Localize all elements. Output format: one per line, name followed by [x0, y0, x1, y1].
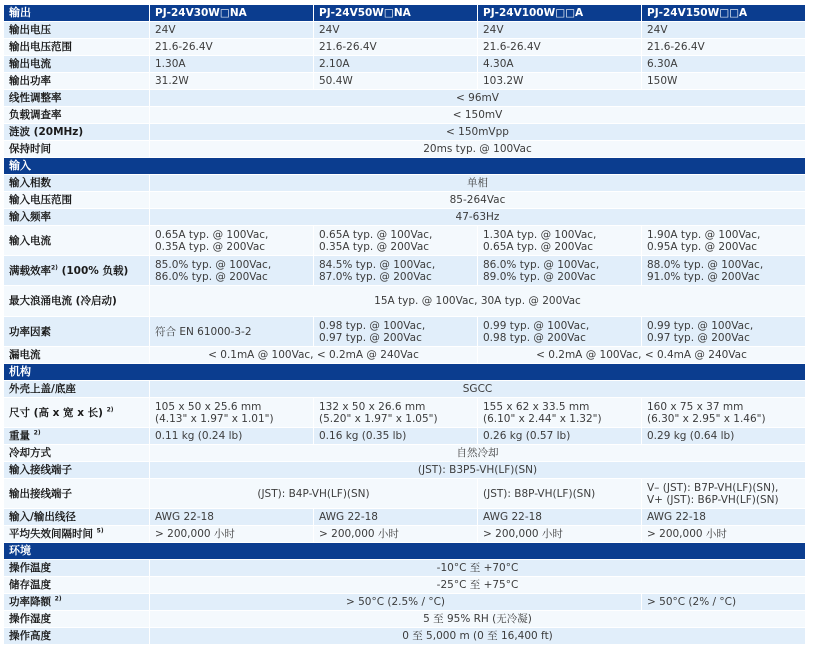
row-label: 保持时间	[4, 141, 149, 157]
row-label: 储存温度	[4, 577, 149, 593]
cell-line: 0.99 typ. @ 100Vac,	[647, 319, 754, 332]
cell: 47-63Hz	[150, 209, 805, 225]
cell-line: 88.0% typ. @ 100Vac,	[647, 258, 764, 271]
spec-table	[3, 4, 806, 645]
cell	[314, 317, 477, 346]
cell: AWG 22-18	[478, 509, 641, 525]
row-label: 操作温度	[4, 560, 149, 576]
footnote-marker: 2)	[106, 406, 114, 413]
cell	[314, 226, 477, 255]
cell-line: 86.0% typ. @ 100Vac,	[483, 258, 600, 271]
cell: 24V	[314, 22, 477, 38]
row-output-voltage-range	[4, 39, 805, 55]
cell: < 0.2mA @ 100Vac, < 0.4mA @ 240Vac	[478, 347, 805, 363]
cell	[478, 226, 641, 255]
cell	[150, 398, 313, 427]
section-title-input: 输入	[4, 158, 805, 174]
row-label: 最大浪涌电流 (冷启动)	[4, 286, 149, 316]
cell-line: (6.10" x 2.44" x 1.32")	[483, 412, 602, 425]
cell-line: 0.98 typ. @ 100Vac,	[319, 319, 426, 332]
cell-line: 89.0% typ. @ 200Vac	[483, 270, 596, 283]
row-load-regulation	[4, 107, 805, 123]
footnote-marker: 2)	[33, 429, 41, 437]
section-title-output: 输出	[4, 5, 149, 21]
cell: < 96mV	[150, 90, 805, 106]
row-label: 操作高度	[4, 628, 149, 644]
row-label: 操作湿度	[4, 611, 149, 627]
row-input-current	[4, 226, 805, 255]
cell-line: 91.0% typ. @ 200Vac	[647, 270, 760, 283]
row-derating	[4, 594, 805, 610]
model-header: PJ-24V150W□□A	[642, 5, 805, 21]
cell-line: 0.35A typ. @ 200Vac	[155, 240, 266, 253]
cell: 0.26 kg (0.57 lb)	[478, 428, 641, 444]
cell-line: (6.30" x 2.95" x 1.46")	[647, 412, 766, 425]
row-label	[4, 428, 149, 444]
label-text: 重量	[9, 430, 30, 442]
row-label: 线性调整率	[4, 90, 149, 106]
label-suffix: (100% 负载)	[57, 264, 129, 277]
cell	[478, 256, 641, 285]
cell: 单相	[150, 175, 805, 191]
label-text: 平均失效间隔时间	[9, 528, 93, 540]
cell: AWG 22-18	[314, 509, 477, 525]
cell: 0 至 5,000 m (0 至 16,400 ft)	[150, 628, 805, 644]
label-text: 满载效率	[9, 264, 51, 277]
row-label: 输入相数	[4, 175, 149, 191]
row-input-voltage-range	[4, 192, 805, 208]
section-title-environment: 环境	[4, 543, 805, 559]
cell-line: 0.65A typ. @ 100Vac,	[155, 228, 269, 241]
cell: 6.30A	[642, 56, 805, 72]
row-label: 涟波 (20MHz)	[4, 124, 149, 140]
row-output-current	[4, 56, 805, 72]
row-label: 输入接线端子	[4, 462, 149, 478]
footnote-marker: 2)	[51, 264, 58, 271]
cell	[642, 317, 805, 346]
cell-line: 87.0% typ. @ 200Vac	[319, 270, 432, 283]
row-label: 冷却方式	[4, 445, 149, 461]
cell: (JST): B4P-VH(LF)(SN)	[150, 479, 477, 508]
cell	[642, 398, 805, 427]
row-label: 输入电流	[4, 226, 149, 255]
row-efficiency	[4, 256, 805, 285]
cell-line: 0.97 typ. @ 200Vac	[319, 331, 422, 344]
row-case	[4, 381, 805, 397]
cell: SGCC	[150, 381, 805, 397]
cell: 15A typ. @ 100Vac, 30A typ. @ 200Vac	[150, 286, 805, 316]
cell: AWG 22-18	[642, 509, 805, 525]
cell: 150W	[642, 73, 805, 89]
row-output-terminal	[4, 479, 805, 508]
row-label: 功率因素	[4, 317, 149, 346]
row-input-terminal	[4, 462, 805, 478]
footnote-marker: 5)	[96, 527, 104, 535]
row-power-factor	[4, 317, 805, 346]
row-label: 负载调查率	[4, 107, 149, 123]
cell-line: 160 x 75 x 37 mm	[647, 400, 744, 413]
cell-line: 0.99 typ. @ 100Vac,	[483, 319, 590, 332]
row-label	[4, 594, 149, 610]
row-label: 外壳上盖/底座	[4, 381, 149, 397]
cell: > 200,000 小时	[642, 526, 805, 542]
row-ripple	[4, 124, 805, 140]
cell	[478, 398, 641, 427]
cell: 24V	[150, 22, 313, 38]
row-label	[4, 526, 149, 542]
row-label: 输出接线端子	[4, 479, 149, 508]
cell: (JST): B3P5-VH(LF)(SN)	[150, 462, 805, 478]
cell: 21.6-26.4V	[478, 39, 641, 55]
cell: < 0.1mA @ 100Vac, < 0.2mA @ 240Vac	[150, 347, 477, 363]
cell: 自然冷却	[150, 445, 805, 461]
cell: 85-264Vac	[150, 192, 805, 208]
footnote-marker: 2)	[54, 595, 62, 603]
cell: > 200,000 小时	[150, 526, 313, 542]
cell-line: 155 x 62 x 33.5 mm	[483, 400, 590, 413]
cell: > 50°C (2% / °C)	[642, 594, 805, 610]
row-label	[4, 398, 149, 427]
model-header: PJ-24V50W□NA	[314, 5, 477, 21]
cell-line: 86.0% typ. @ 200Vac	[155, 270, 268, 283]
section-header-output	[4, 5, 805, 21]
cell: -10°C 至 +70°C	[150, 560, 805, 576]
cell-line: 1.30A typ. @ 100Vac,	[483, 228, 597, 241]
section-header-input	[4, 158, 805, 174]
row-input-frequency	[4, 209, 805, 225]
cell	[314, 398, 477, 427]
cell	[642, 226, 805, 255]
cell-line: 0.95A typ. @ 200Vac	[647, 240, 758, 253]
cell: < 150mV	[150, 107, 805, 123]
cell-line: (5.20" x 1.97" x 1.05")	[319, 412, 438, 425]
row-line-regulation	[4, 90, 805, 106]
cell: 2.10A	[314, 56, 477, 72]
cell	[150, 226, 313, 255]
row-label: 输入电压范围	[4, 192, 149, 208]
cell: < 150mVpp	[150, 124, 805, 140]
cell: > 50°C (2.5% / °C)	[150, 594, 641, 610]
cell-line: V+ (JST): B6P-VH(LF)(SN)	[647, 493, 779, 506]
cell: 4.30A	[478, 56, 641, 72]
row-label: 输入频率	[4, 209, 149, 225]
row-label: 输出功率	[4, 73, 149, 89]
cell: 24V	[642, 22, 805, 38]
row-humidity	[4, 611, 805, 627]
row-size	[4, 398, 805, 427]
section-header-environment	[4, 543, 805, 559]
label-text: 尺寸 (高 x 宽 x 长)	[9, 406, 103, 419]
model-header: PJ-24V100W□□A	[478, 5, 641, 21]
cell-line: 0.65A typ. @ 100Vac,	[319, 228, 433, 241]
model-header: PJ-24V30W□NA	[150, 5, 313, 21]
row-hold-up	[4, 141, 805, 157]
cell-line: 0.97 typ. @ 200Vac	[647, 331, 750, 344]
row-weight	[4, 428, 805, 444]
row-output-power	[4, 73, 805, 89]
cell: 103.2W	[478, 73, 641, 89]
section-header-mechanical	[4, 364, 805, 380]
cell-line: 84.5% typ. @ 100Vac,	[319, 258, 436, 271]
row-storage-temp	[4, 577, 805, 593]
row-input-phase	[4, 175, 805, 191]
cell-line: 85.0% typ. @ 100Vac,	[155, 258, 272, 271]
row-label: 输出电压范围	[4, 39, 149, 55]
cell: > 200,000 小时	[478, 526, 641, 542]
cell: > 200,000 小时	[314, 526, 477, 542]
cell: 20ms typ. @ 100Vac	[150, 141, 805, 157]
cell: AWG 22-18	[150, 509, 313, 525]
row-altitude	[4, 628, 805, 644]
row-wire-gauge	[4, 509, 805, 525]
cell: 1.30A	[150, 56, 313, 72]
cell	[314, 256, 477, 285]
cell-line: 1.90A typ. @ 100Vac,	[647, 228, 761, 241]
cell: 21.6-26.4V	[150, 39, 313, 55]
row-label: 输出电流	[4, 56, 149, 72]
cell: 31.2W	[150, 73, 313, 89]
cell	[642, 479, 805, 508]
cell: 21.6-26.4V	[314, 39, 477, 55]
cell-line: V– (JST): B7P-VH(LF)(SN),	[647, 481, 779, 494]
cell: 0.11 kg (0.24 lb)	[150, 428, 313, 444]
cell: 24V	[478, 22, 641, 38]
cell: 0.16 kg (0.35 lb)	[314, 428, 477, 444]
cell	[150, 256, 313, 285]
row-output-voltage	[4, 22, 805, 38]
row-inrush-current	[4, 286, 805, 316]
cell: 50.4W	[314, 73, 477, 89]
cell	[478, 317, 641, 346]
cell: 21.6-26.4V	[642, 39, 805, 55]
section-title-mechanical: 机构	[4, 364, 805, 380]
cell	[150, 317, 313, 346]
row-cooling	[4, 445, 805, 461]
cell: 0.29 kg (0.64 lb)	[642, 428, 805, 444]
row-label: 漏电流	[4, 347, 149, 363]
cell: (JST): B8P-VH(LF)(SN)	[478, 479, 641, 508]
cell-line: 105 x 50 x 25.6 mm	[155, 400, 262, 413]
row-label: 输入/输出线径	[4, 509, 149, 525]
cell-line: 0.35A typ. @ 200Vac	[319, 240, 430, 253]
cell: -25°C 至 +75°C	[150, 577, 805, 593]
row-label: 输出电压	[4, 22, 149, 38]
row-label	[4, 256, 149, 285]
cell	[642, 256, 805, 285]
row-mtbf	[4, 526, 805, 542]
cell-line: 0.65A typ. @ 200Vac	[483, 240, 594, 253]
row-operating-temp	[4, 560, 805, 576]
cell-line: 符合 EN 61000-3-2	[155, 325, 252, 338]
row-leakage-current	[4, 347, 805, 363]
cell-line: 132 x 50 x 26.6 mm	[319, 400, 426, 413]
cell-line: 0.98 typ. @ 200Vac	[483, 331, 586, 344]
cell-line: (4.13" x 1.97" x 1.01")	[155, 412, 274, 425]
label-text: 功率降额	[9, 596, 51, 608]
cell: 5 至 95% RH (无冷凝)	[150, 611, 805, 627]
